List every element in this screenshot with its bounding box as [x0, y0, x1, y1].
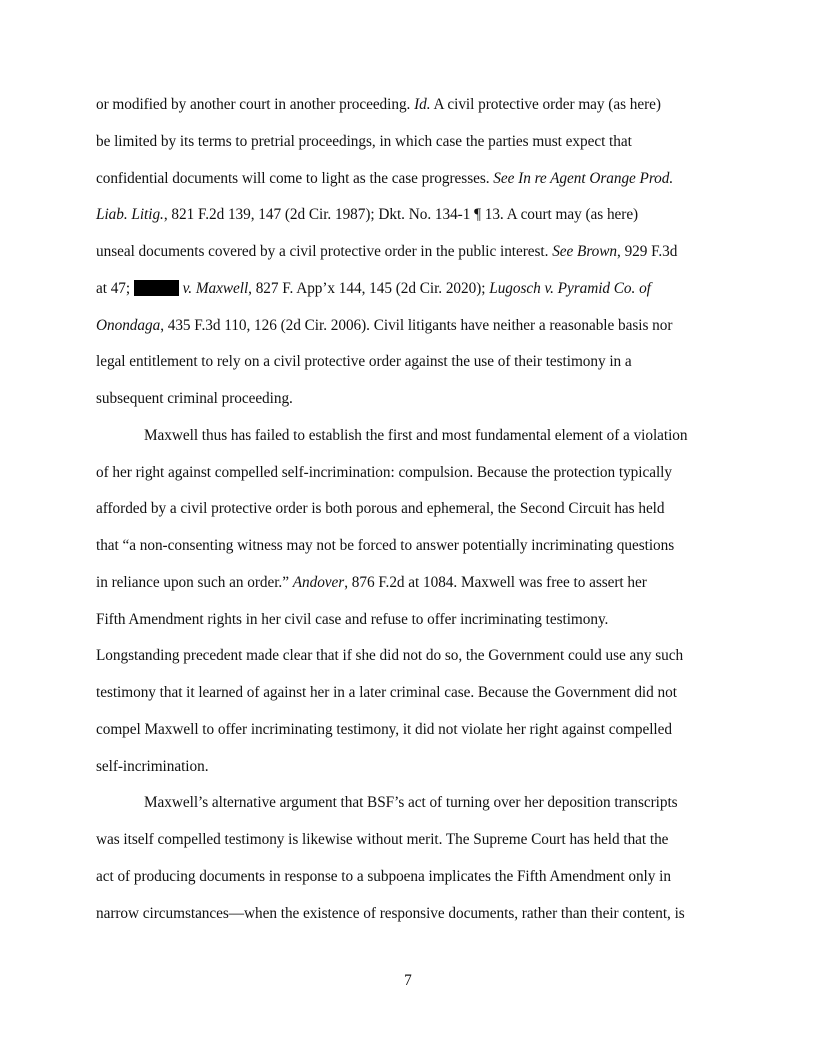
text-line [96, 241, 726, 263]
text-segment: Fifth Amendment rights in her civil case and refuse to offer incriminating testimony. [96, 610, 609, 628]
text-segment: of her right against compelled self-incrimination: compulsion. Because the protection typically [96, 463, 672, 481]
citation-italic: See Brown [552, 243, 618, 260]
text-line [96, 645, 726, 667]
text-segment: legal entitlement to rely on a civil protective order against the use of their testimony in a [96, 353, 632, 371]
text-segment: or modified by another court in another proceeding. [96, 96, 415, 113]
text-segment: compel Maxwell to offer incriminating testimony, it did not violate her right against compelled [96, 720, 672, 738]
text-line [96, 94, 726, 116]
text-segment: A civil protective order may (as here) [430, 96, 661, 113]
text-line [96, 462, 726, 484]
text-line [96, 609, 726, 631]
text-line [96, 829, 726, 851]
citation-italic: Onondaga [96, 316, 161, 334]
text-segment: Maxwell’s alternative argument that BSF’s act of turning over her deposition transcripts [144, 794, 678, 812]
text-segment: act of producing documents in response to a subpoena implicates the Fifth Amendment only in [96, 867, 671, 885]
citation-italic: See In re Agent Orange Prod. [493, 169, 674, 187]
text-line [96, 572, 726, 594]
text-line [96, 278, 726, 300]
citation-italic: Lugosch v. Pyramid Co. of [489, 279, 651, 297]
text-line [96, 498, 726, 520]
text-line [96, 866, 726, 888]
citation-italic: Id. [414, 96, 431, 113]
page-number: 7 [404, 972, 412, 989]
text-segment: Maxwell thus has failed to establish the first and most fundamental element of a violation [144, 426, 688, 444]
text-segment: in reliance upon such an order.” [96, 573, 293, 591]
text-segment: be limited by its terms to pretrial proceedings, in which case the parties must expect that [96, 132, 632, 150]
text-segment: narrow circumstances—when the existence of responsive documents, rather than their content, is [96, 904, 685, 922]
text-segment: Longstanding precedent made clear that if she did not do so, the Government could use any such [96, 647, 684, 665]
text-segment: subsequent criminal proceeding. [96, 390, 293, 407]
text-segment: testimony that it learned of against her in a later criminal case. Because the Government did not [96, 684, 677, 701]
text-segment: , 929 F.3d [617, 243, 678, 260]
text-segment: , 876 F.2d at 1084. Maxwell was free to assert her [344, 573, 647, 591]
text-line [96, 535, 726, 557]
text-segment: , 827 F. App’x 144, 145 (2d Cir. 2020); [248, 279, 490, 297]
text-line [144, 425, 726, 447]
text-segment: , 435 F.3d 110, 126 (2d Cir. 2006). Civil litigants have neither a reasonable basis nor [160, 316, 673, 334]
text-line [96, 756, 726, 778]
text-segment: unseal documents covered by a civil protective order in the public interest. [96, 243, 553, 260]
text-segment: that “a non-consenting witness may not be forced to answer potentially incriminating questions [96, 537, 675, 554]
text-line [96, 131, 726, 153]
text-line [96, 351, 726, 373]
text-segment: at 47; [96, 279, 134, 297]
citation-italic: v. Maxwell [178, 279, 249, 297]
redaction-block [134, 280, 179, 296]
text-line [96, 168, 726, 190]
citation-italic: Liab. Litig. [96, 206, 164, 224]
text-segment: afforded by a civil protective order is both porous and ephemeral, the Second Circuit has held [96, 500, 665, 518]
text-line [96, 315, 726, 337]
text-line [144, 792, 726, 814]
text-line [96, 388, 726, 410]
text-line [96, 682, 726, 704]
text-line [96, 903, 726, 925]
text-segment: confidential documents will come to light as the case progresses. [96, 169, 494, 187]
text-segment: , 821 F.2d 139, 147 (2d Cir. 1987); Dkt. No. 134-1 ¶ 13. A court may (as here) [163, 206, 639, 224]
text-segment: self-incrimination. [96, 757, 209, 775]
text-segment: was itself compelled testimony is likewise without merit. The Supreme Court has held that the [96, 831, 669, 848]
text-line [96, 719, 726, 741]
citation-italic: Andover [292, 573, 345, 591]
text-line [96, 204, 726, 226]
